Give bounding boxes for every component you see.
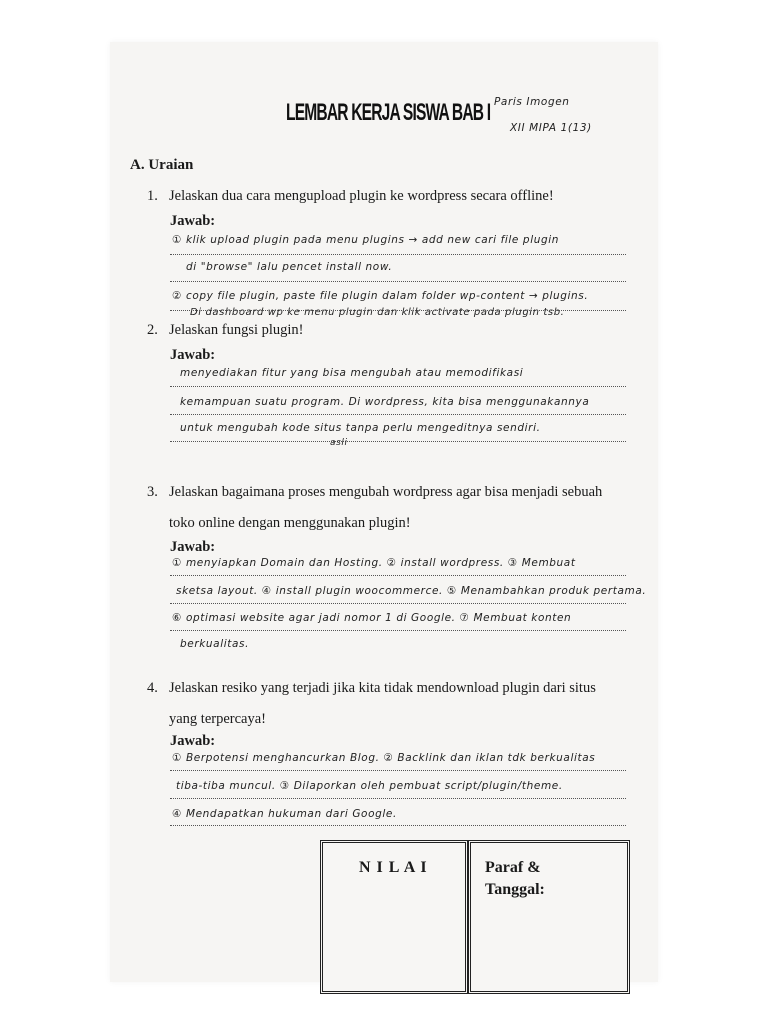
question-number: 1. [147, 188, 158, 204]
answer-rule [170, 386, 626, 387]
nilai-label: N I L A I [359, 859, 428, 876]
answer-rule [170, 630, 626, 631]
question-number: 2. [147, 322, 158, 338]
question-1 [147, 182, 637, 210]
answer-line: ① Berpotensi menghancurkan Blog. ② Backlink dan iklan tdk berkualitas [172, 752, 596, 764]
worksheet-title: LEMBAR KERJA SISWA BAB I [286, 100, 491, 127]
question-4 [147, 674, 637, 733]
jawab-label: Jawab: [170, 213, 216, 229]
answer-rule [170, 254, 626, 255]
answer-rule [170, 770, 626, 771]
answer-line: untuk mengubah kode situs tanpa perlu mengeditnya sendiri. [180, 422, 541, 434]
paraf-label: Paraf & [485, 859, 541, 876]
student-class: XII MIPA 1(13) [510, 122, 592, 134]
answer-line: kemampuan suatu program. Di wordpress, kita bisa menggunakannya [180, 396, 590, 408]
answer-line: ① klik upload plugin pada menu plugins → add new cari file plugin [172, 234, 560, 246]
question-text: toko online dengan menggunakan plugin! [169, 515, 411, 531]
question-text: Jelaskan bagaimana proses mengubah wordpress agar bisa menjadi sebuah [169, 484, 603, 500]
handwritten-insertion: asli [330, 438, 348, 448]
answer-line: ④ Mendapatkan hukuman dari Google. [172, 808, 397, 820]
question-text: Jelaskan dua cara mengupload plugin ke wordpress secara offline! [169, 188, 554, 204]
answer-rule [170, 441, 626, 442]
answer-line: berkualitas. [180, 638, 250, 650]
answer-line: sketsa layout. ④ install plugin woocommerce. ⑤ Menambahkan produk pertama. [176, 585, 647, 597]
answer-line: ② copy file plugin, paste file plugin dalam folder wp-content → plugins. [172, 290, 589, 302]
answer-rule [170, 414, 626, 415]
nilai-box [320, 840, 468, 994]
question-text: Jelaskan resiko yang terjadi jika kita tidak mendownload plugin dari situs [169, 680, 596, 696]
jawab-label: Jawab: [170, 733, 216, 749]
answer-line: Di dashboard wp ke menu plugin dan klik activate pada plugin tsb. [190, 307, 565, 318]
paraf-box [468, 840, 630, 994]
section-heading: A. Uraian [130, 157, 194, 173]
question-text: Jelaskan fungsi plugin! [169, 322, 304, 338]
answer-line: ⑥ optimasi website agar jadi nomor 1 di Google. ⑦ Membuat konten [172, 612, 572, 624]
question-2 [147, 316, 637, 344]
jawab-label: Jawab: [170, 539, 216, 555]
answer-line: tiba-tiba muncul. ③ Dilaporkan oleh pembuat script/plugin/theme. [176, 780, 563, 792]
answer-rule [170, 575, 626, 576]
question-number: 4. [147, 680, 158, 696]
answer-line: menyediakan fitur yang bisa mengubah atau memodifikasi [180, 367, 524, 379]
answer-rule [170, 310, 626, 311]
tanggal-label: Tanggal: [485, 881, 545, 898]
answer-rule [170, 281, 626, 282]
question-number: 3. [147, 484, 158, 500]
answer-rule [170, 798, 626, 799]
question-3 [147, 478, 637, 537]
answer-rule [170, 825, 626, 826]
student-name: Paris Imogen [494, 96, 570, 108]
answer-line: di "browse" lalu pencet install now. [186, 261, 393, 273]
jawab-label: Jawab: [170, 347, 216, 363]
answer-rule [170, 603, 626, 604]
question-text: yang terpercaya! [169, 711, 267, 727]
answer-line: ① menyiapkan Domain dan Hosting. ② install wordpress. ③ Membuat [172, 557, 576, 569]
